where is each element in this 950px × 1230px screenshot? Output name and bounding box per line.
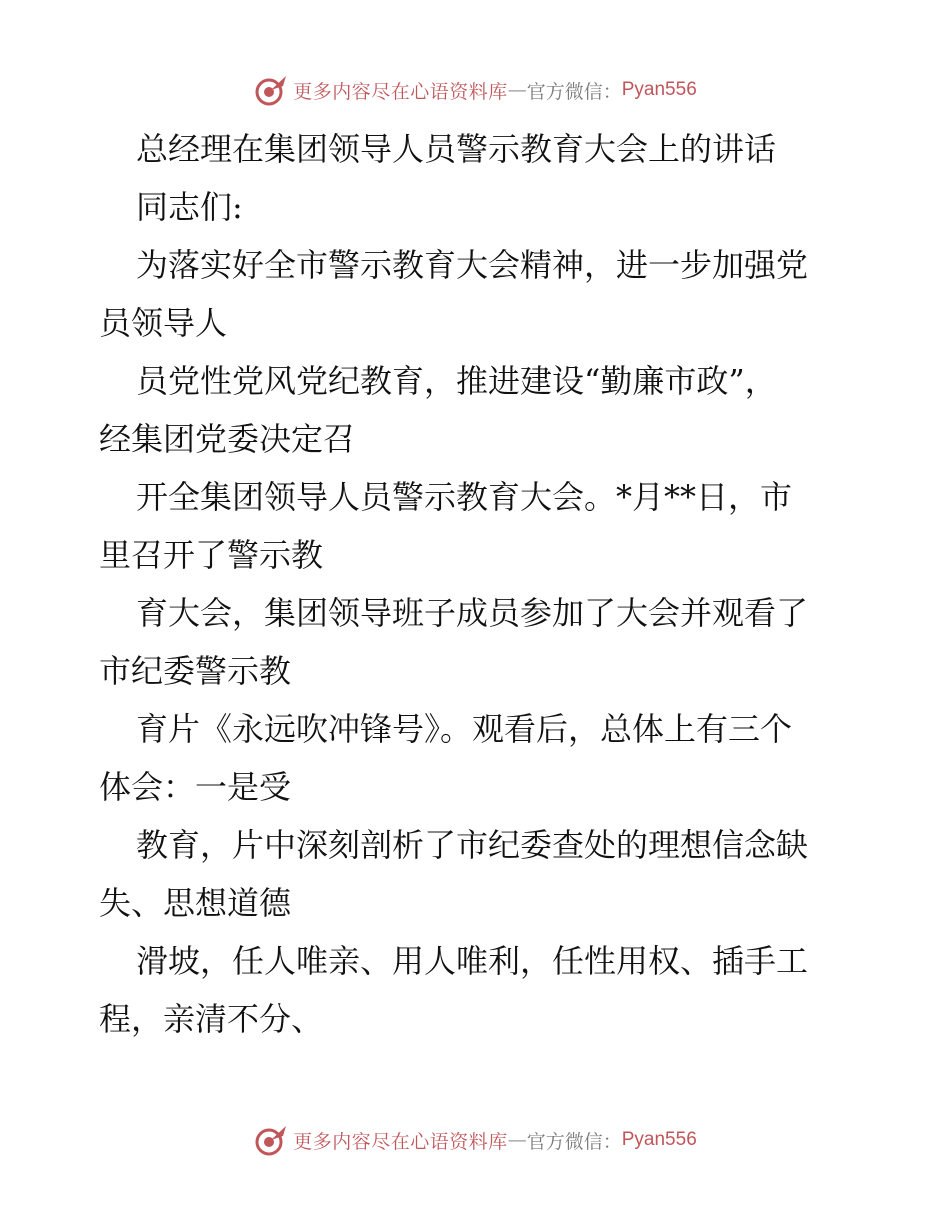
paragraph-line: 滑坡，任人唯亲、用人唯利，任性用权、插手工: [136, 942, 809, 980]
salutation: 同志们:: [136, 188, 243, 226]
banner-wechat-label: 官方微信：: [526, 80, 622, 103]
footer-banner: [0, 1120, 950, 1160]
paragraph-line: 程，亲清不分、: [99, 1000, 324, 1038]
header-banner: [0, 70, 950, 110]
banner-separator: —: [507, 79, 527, 101]
paragraph-line: 员领导人: [99, 304, 228, 342]
paragraph-line: 员党性党风党纪教育，推进建设“勤廉市政”，: [136, 362, 777, 400]
banner-separator: —: [507, 1129, 527, 1151]
paragraph-line: 里召开了警示教: [99, 536, 324, 574]
logo-icon: [253, 1122, 289, 1158]
paragraph-line: 市纪委警示教: [99, 652, 292, 690]
banner-wechat-label: 官方微信：: [526, 1130, 622, 1153]
paragraph-line: 失、思想道德: [99, 884, 292, 922]
banner-wechat-id: Pyan556: [621, 79, 697, 100]
paragraph-line: 经集团党委决定召: [99, 420, 356, 458]
paragraph-line: 体会：一是受: [99, 768, 292, 806]
paragraph-line: 为落实好全市警示教育大会精神，进一步加强党: [136, 246, 809, 284]
paragraph-line: 教育，片中深刻剖析了市纪委查处的理想信念缺: [136, 826, 809, 864]
banner-main-text: 更多内容尽在心语资料库: [293, 1130, 508, 1153]
paragraph-line: 开全集团领导人员警示教育大会。*月**日，市: [136, 478, 793, 516]
logo-icon: [253, 72, 289, 108]
banner-main-text: 更多内容尽在心语资料库: [293, 80, 508, 103]
paragraph-line: 育片《永远吹冲锋号》。观看后，总体上有三个: [136, 710, 793, 748]
document-body: [99, 120, 859, 1048]
banner-wechat-id: Pyan556: [621, 1129, 697, 1150]
paragraph-line: 育大会，集团领导班子成员参加了大会并观看了: [136, 594, 809, 632]
document-title: 总经理在集团领导人员警示教育大会上的讲话: [136, 130, 777, 168]
